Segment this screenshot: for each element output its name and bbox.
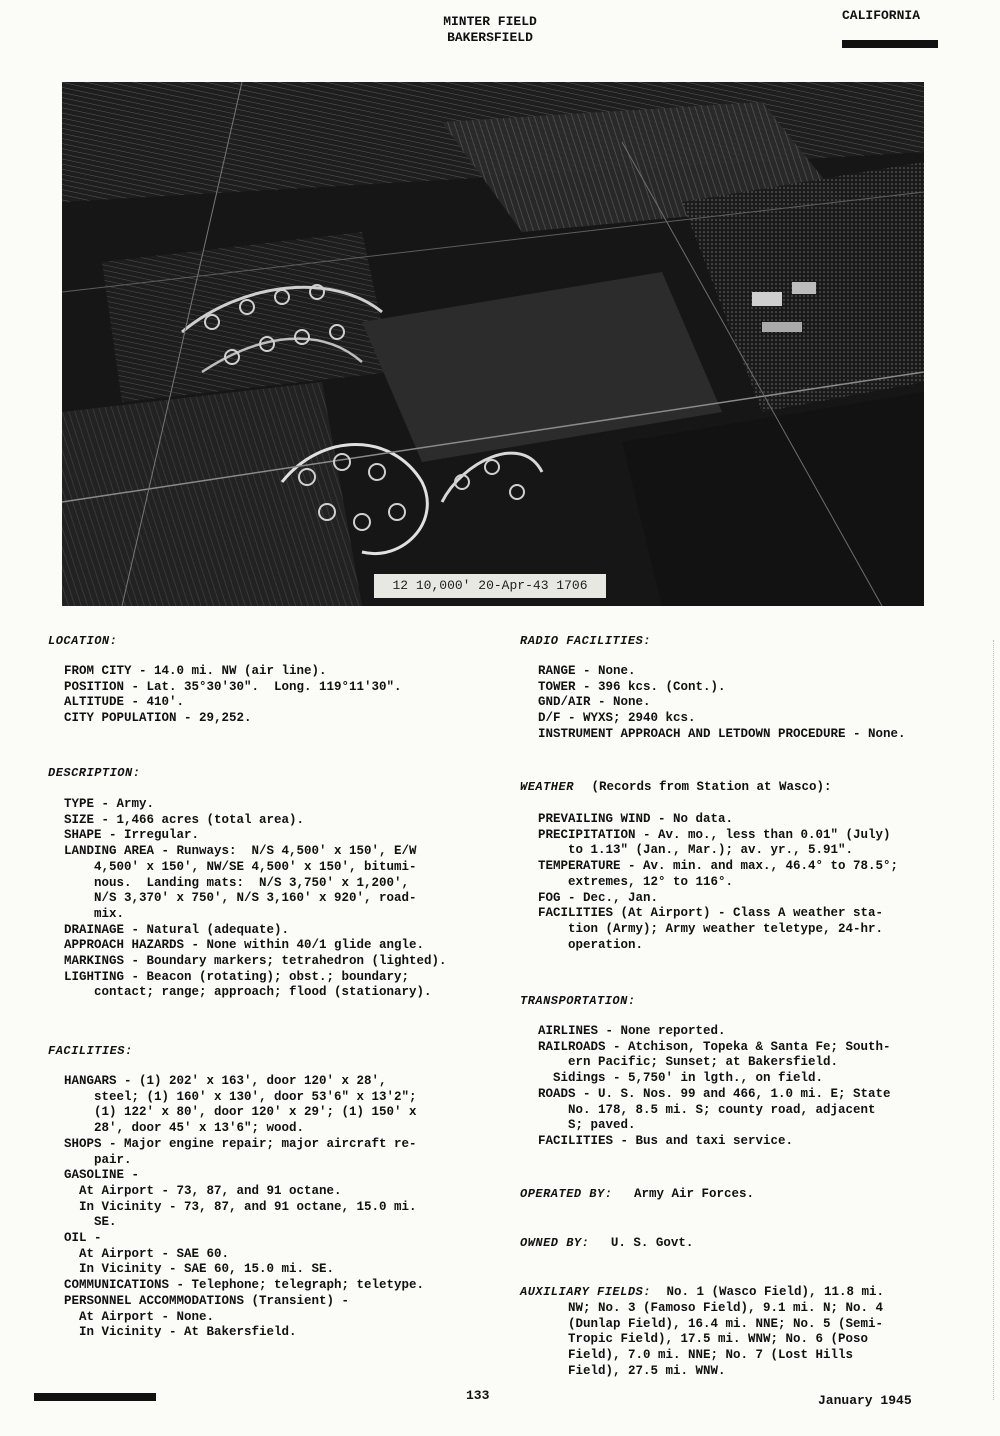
transportation-text: AIRLINES - None reported. RAILROADS - Atchison, Topeka & Santa Fe; South- ern Pacific; Sunset; at Bakersfield. Sidings - 5,750' in lgth., on field. ROADS - U. S. Nos. 99 and 466, 1.0 mi. E; State No. 178, 8.5 mi. S; county road, adjacent S; paved. FACILITIES - Bus and taxi service. <box>538 1024 891 1148</box>
weather-text: PREVAILING WIND - No data. PRECIPITATION - Av. mo., less than 0.01" (July) to 1.13" (Jan., Mar.); av. yr., 5.91". TEMPERATURE - Av. min. and max., 46.4° to 78.5°; extremes, 12° to 116°. FOG - Dec., Jan. FACILITIES (At Airport) - Class A weather sta- tion (Army); Army weather teletype, 24-hr. operation. <box>538 812 899 952</box>
redaction-bar-top <box>842 40 938 48</box>
facilities-text: HANGARS - (1) 202' x 163', door 120' x 28', steel; (1) 160' x 130', door 53'6" x 13'2"; (1) 122' x 80', door 120' x 29'; (1) 150' x 28', door 45' x 13'6"; wood. SHOPS - Major engine repair; major aircraft re- pair. GASOLINE - At Airport - 73, 87, and 91 octane. In Vicinity - 73, 87, and 91 octane, 15.0 mi. SE. OIL - At Airport - SAE 60. In Vicinity - SAE 60, 15.0 mi. SE. COMMUNICATIONS - Telephone; telegraph; teletype. PERSONNEL ACCOMMODATIONS (Transient) - At Airport - None. In Vicinity - At Bakersfield. <box>64 1074 425 1340</box>
aerial-photo <box>62 82 924 606</box>
margin-edge <box>985 640 994 1400</box>
operated-heading: OPERATED BY: <box>520 1187 613 1201</box>
radio-text: RANGE - None. TOWER - 396 kcs. (Cont.). GND/AIR - None. D/F - WYXS; 2940 kcs. INSTRUMENT APPROACH AND LETDOWN PROCEDURE - None. <box>538 664 906 741</box>
owned-by <box>520 1236 693 1250</box>
weather-heading: WEATHER <box>520 780 574 794</box>
facilities-heading: FACILITIES: <box>48 1044 133 1058</box>
operated-value: Army Air Forces. <box>633 1187 754 1201</box>
field-name: MINTER FIELD <box>443 14 537 29</box>
auxiliary-fields-line <box>520 1285 884 1299</box>
page-header <box>380 14 600 46</box>
photo-caption: 12 10,000' 20-Apr-43 1706 <box>374 574 606 598</box>
owned-heading: OWNED BY: <box>520 1236 590 1250</box>
description-text: TYPE - Army. SIZE - 1,466 acres (total area). SHAPE - Irregular. LANDING AREA - Runways: N/S 4,500' x 150', E/W 4,500' x 150', NW/SE 4,500' x 150', bitumi- nous. Landing mats: N/S 3,750' x 1,200', N/S 3,370' x 750', N/S 3,160' x 920', road- mix. DRAINAGE - Natural (adequate). APPROACH HAZARDS - None within 40/1 glide angle. MARKINGS - Boundary markers; tetrahedron (lighted). LIGHTING - Beacon (rotating); obst.; boundary; contact; range; approach; flood (stationary). <box>64 797 447 1000</box>
description-heading: DESCRIPTION: <box>48 766 141 780</box>
operated-by <box>520 1187 754 1201</box>
radio-heading: RADIO FACILITIES: <box>520 634 651 648</box>
aerial-photo-graphic <box>62 82 924 606</box>
page-number: 133 <box>466 1388 490 1403</box>
redaction-bar-bottom <box>34 1393 156 1401</box>
location-text: FROM CITY - 14.0 mi. NW (air line). POSITION - Lat. 35°30'30". Long. 119°11'30". ALTITUDE - 410'. CITY POPULATION - 29,252. <box>64 664 402 726</box>
weather-heading-line <box>520 780 831 794</box>
auxiliary-heading: AUXILIARY FIELDS: <box>520 1285 651 1299</box>
publication-date: January 1945 <box>818 1393 912 1408</box>
owned-value: U. S. Govt. <box>610 1236 694 1250</box>
weather-source: (Records from Station at Wasco): <box>591 780 832 794</box>
state-name: CALIFORNIA <box>842 8 921 23</box>
location-heading: LOCATION: <box>48 634 118 648</box>
auxiliary-first-line: No. 1 (Wasco Field), 11.8 mi. <box>666 1285 884 1299</box>
city-name: BAKERSFIELD <box>447 30 533 45</box>
auxiliary-text: NW; No. 3 (Famoso Field), 9.1 mi. N; No. 4 (Dunlap Field), 16.4 mi. NNE; No. 5 (Semi- Tropic Field), 17.5 mi. WNW; No. 6 (Poso Field), 7.0 mi. NNE; No. 7 (Lost Hills Field), 27.5 mi. WNW. <box>568 1301 884 1378</box>
transportation-heading: TRANSPORTATION: <box>520 994 636 1008</box>
